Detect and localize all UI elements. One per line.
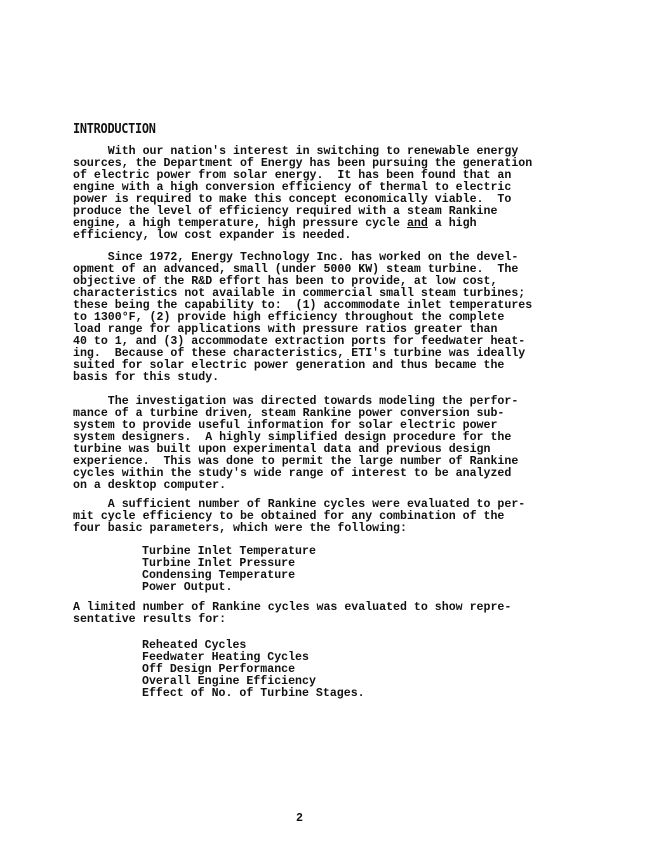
paragraph-background [73,252,532,385]
results-list [142,640,365,700]
line: these being the capability to: (1) accommodate inlet temperatures [73,299,533,313]
list-item: Turbine Inlet Pressure [142,557,296,571]
list-item: Feedwater Heating Cycles [142,651,309,665]
list-item: Overall Engine Efficiency [142,675,316,689]
line: basis for this study. [73,371,220,385]
line: objective of the R&D effort has been to provide, at low cost, [73,275,498,289]
list-item: Effect of No. of Turbine Stages. [142,687,365,701]
line: four basic parameters, which were the following: [73,522,407,536]
paragraph-intro [73,146,532,242]
line: to 1300°F, (2) provide high efficiency throughout the complete [73,311,505,325]
line: experience. This was done to permit the large number of Rankine [73,455,519,469]
line: suited for solar electric power generation and thus became the [73,359,505,373]
line: sources, the Department of Energy has been pursuing the generation [73,157,533,171]
line: The investigation was directed towards modeling the perfor- [73,395,519,408]
line: load range for applications with pressure ratios greater than [73,323,498,337]
list-item: Turbine Inlet Temperature [142,545,316,558]
section-heading: INTRODUCTION [73,121,156,137]
line: turbine was built upon experimental data and previous design [73,443,491,457]
line: Since 1972, Energy Technology Inc. has worked on the devel- [73,251,519,264]
line: ing. Because of these characteristics, ETI's turbine was ideally [73,347,526,361]
list-item: Power Output. [142,581,233,595]
list-item: Condensing Temperature [142,569,296,583]
line: With our nation's interest in switching to renewable energy [73,145,519,158]
line: sentative results for: [73,613,227,627]
line: power is required to make this concept economically viable. To [73,193,512,207]
line: on a desktop computer. [73,479,227,493]
line: system to provide useful information for solar electric power [73,419,498,433]
line: 40 to 1, and (3) accommodate extraction ports for feedwater heat- [73,335,526,349]
line: mit cycle efficiency to be obtained for any combination of the [73,510,505,524]
paragraph-investigation [73,396,518,492]
line: engine with a high conversion efficiency of thermal to electric [73,181,512,195]
line: efficiency, low cost expander is needed. [73,229,352,243]
line: characteristics not available in commercial small steam turbines; [73,287,526,301]
line: opment of an advanced, small (under 5000 KW) steam turbine. The [73,263,519,277]
paragraph-results [73,602,511,626]
line: engine, a high temperature, high pressure cycle [73,217,407,231]
line: produce the level of efficiency required with a steam Rankine [73,205,498,219]
line: A limited number of Rankine cycles was evaluated to show repre- [73,601,512,614]
underlined-word: and [406,217,428,231]
line: mance of a turbine driven, steam Rankine power conversion sub- [73,407,505,421]
parameter-list [142,546,316,594]
list-item: Reheated Cycles [142,639,247,652]
paragraph-parameters [73,499,525,535]
line: A sufficient number of Rankine cycles were evaluated to per- [73,498,526,511]
line: a high [427,217,477,231]
line: cycles within the study's wide range of interest to be analyzed [73,467,512,481]
page-number: 2 [296,812,303,825]
list-item: Off Design Performance [142,663,296,677]
line: of electric power from solar energy. It has been found that an [73,169,512,183]
line: system designers. A highly simplified design procedure for the [73,431,512,445]
